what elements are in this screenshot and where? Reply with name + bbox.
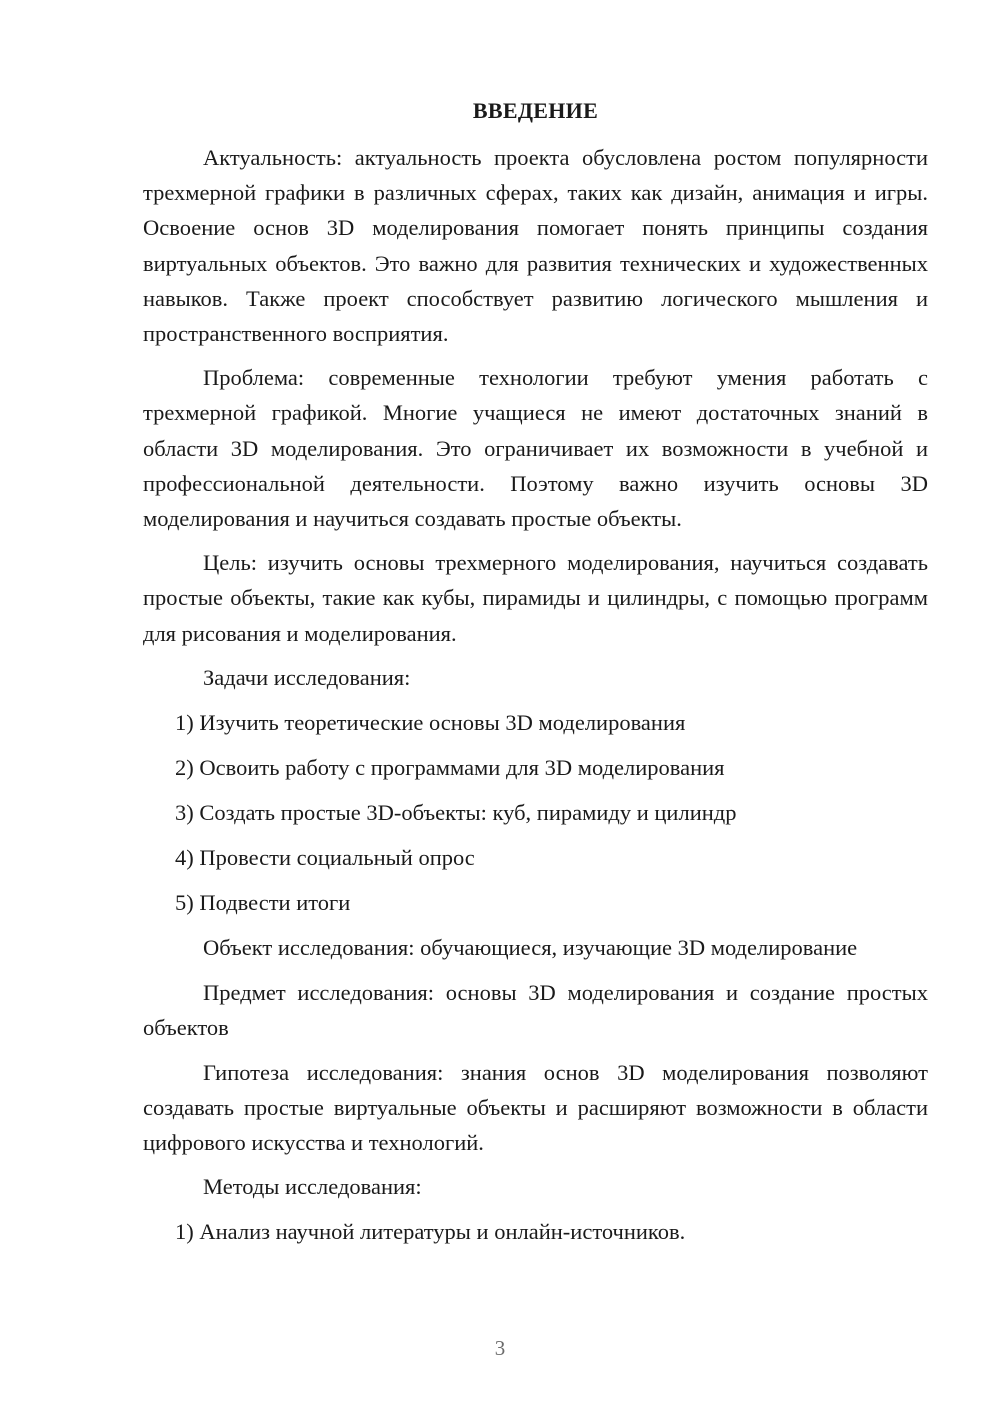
methods-heading: Методы исследования: xyxy=(203,1174,422,1200)
hypothesis-paragraph: Гипотеза исследования: знания основ 3D моделирования позволяют создавать простые виртуальные объекты и расширяют возможности в области цифрового искусства и технологий. xyxy=(143,1059,928,1156)
task-item: 5) Подвести итоги xyxy=(175,890,351,916)
tasks-heading: Задачи исследования: xyxy=(203,664,411,690)
method-item: 1) Анализ научной литературы и онлайн-источников. xyxy=(175,1219,686,1245)
task-item: 3) Создать простые 3D-объекты: куб, пирамиду и цилиндр xyxy=(175,800,737,826)
relevance-paragraph: Актуальность: актуальность проекта обусловлена ростом популярности трехмерной графики в различных сферах, таких как дизайн, анимация и игры. Освоение основ 3D моделирования помогает понять принципы создания виртуальных объектов. Это важно для развития технических и художественных навыков. Также проект способствует развитию логического мышления и пространственного восприятия. xyxy=(143,145,928,347)
task-item: 4) Провести социальный опрос xyxy=(175,845,475,871)
problem-paragraph: Проблема: современные технологии требуют умения работать с трехмерной графикой. Многие учащиеся не имеют достаточных знаний в области 3D моделирования. Это ограничивает их возможности в учебной и профессиональной деятельности. Поэтому важно изучить основы 3D моделирования и научиться создавать простые объекты. xyxy=(143,365,928,532)
task-item: 2) Освоить работу с программами для 3D моделирования xyxy=(175,755,725,781)
subject-paragraph: Предмет исследования: основы 3D моделирования и создание простых объектов xyxy=(143,980,928,1041)
page-title: ВВЕДЕНИЕ xyxy=(472,98,599,123)
object-paragraph: Объект исследования: обучающиеся, изучающие 3D моделирование xyxy=(203,935,858,961)
methods-list xyxy=(143,1214,928,1249)
document-page xyxy=(143,96,928,1259)
task-item: 1) Изучить теоретические основы 3D моделирования xyxy=(175,710,686,736)
goal-paragraph: Цель: изучить основы трехмерного моделирования, научиться создавать простые объекты, такие как кубы, пирамиды и цилиндры, с помощью программ для рисования и моделирования. xyxy=(143,550,928,646)
page-number: 3 xyxy=(494,1336,506,1360)
tasks-list xyxy=(143,705,928,920)
